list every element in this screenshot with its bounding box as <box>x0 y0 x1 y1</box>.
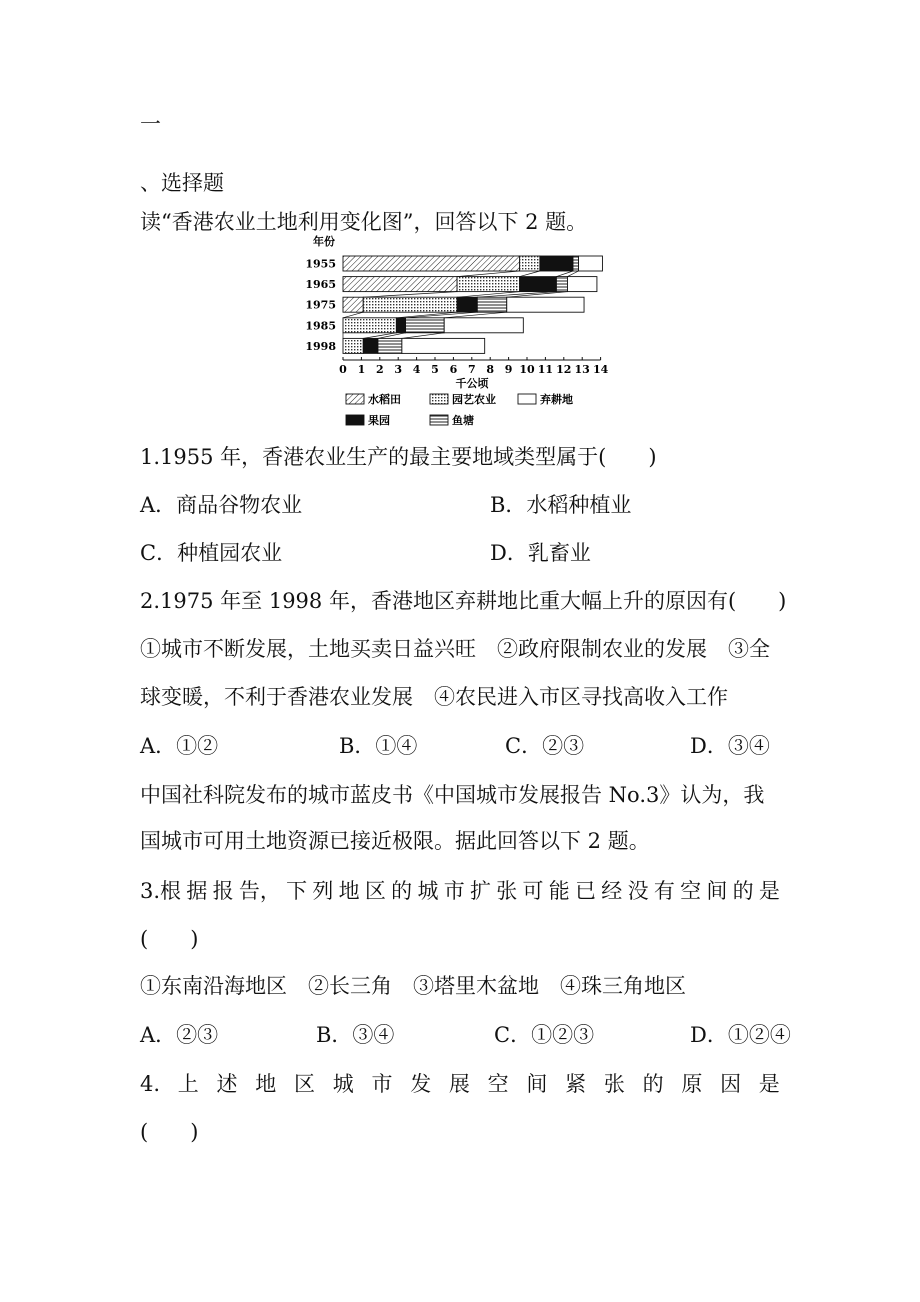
stem-char: 张 <box>603 1072 625 1096</box>
bar-segment <box>343 277 457 292</box>
stem-char: 下 <box>286 879 308 903</box>
x-tick-label: 7 <box>467 363 476 376</box>
q2-option-c: C．②③ <box>505 734 585 758</box>
x-tick-label: 8 <box>486 363 495 376</box>
category-label: 1965 <box>305 278 336 292</box>
x-tick-label: 2 <box>375 363 384 376</box>
stem-char: 述 <box>216 1072 238 1096</box>
legend-swatch <box>430 394 448 404</box>
q2-statements-line2: 球变暖，不利于香港农业发展 ④农民进入市区寻找高收入工作 <box>140 685 728 709</box>
q3-option-d: D．①②④ <box>690 1023 791 1047</box>
section-number: 一 <box>140 112 161 136</box>
connector-line <box>363 292 457 298</box>
intro-reading-chart: 读“香港农业土地利用变化图”，回答以下 2 题。 <box>140 210 588 234</box>
stem-char: 3.根 <box>140 879 182 903</box>
stem-char: 的 <box>732 879 754 903</box>
legend-label: 园艺农业 <box>452 393 496 406</box>
stem-char: 的 <box>642 1072 664 1096</box>
stem-char: 市 <box>443 879 465 903</box>
bar-segment <box>363 297 457 312</box>
bar-segment <box>507 297 584 312</box>
stem-char: 城 <box>417 879 439 903</box>
bar-segment <box>579 256 603 271</box>
stem-char: 的 <box>391 879 413 903</box>
stem-char: 是 <box>758 879 780 903</box>
q1-option-b: B．水稻种植业 <box>490 493 632 517</box>
bar-segment <box>396 318 405 333</box>
stem-char: 4. <box>140 1072 161 1096</box>
stem-char: 据 <box>186 879 208 903</box>
legend-label: 弃耕地 <box>540 393 573 406</box>
category-label: 1985 <box>305 319 336 333</box>
stem-char: 有 <box>653 879 675 903</box>
q4-paren: ( ) <box>140 1120 199 1144</box>
x-tick-label: 14 <box>592 363 609 376</box>
legend-label: 鱼塘 <box>452 414 474 427</box>
intro-report-line1: 中国社科院发布的城市蓝皮书《中国城市发展报告 No.3》认为，我 <box>140 783 765 807</box>
stem-char: 报 <box>212 879 234 903</box>
legend-swatch <box>430 415 448 425</box>
stem-char: 城 <box>332 1072 354 1096</box>
stem-char: 已 <box>575 879 597 903</box>
land-use-chart <box>300 232 620 432</box>
q3-option-c: C．①②③ <box>494 1023 595 1047</box>
stem-char: 地 <box>255 1072 277 1096</box>
stem-char: 张 <box>496 879 518 903</box>
bar-segment <box>573 256 579 271</box>
stem-char: 展 <box>448 1072 470 1096</box>
bar-segment <box>457 277 520 292</box>
connector-line <box>343 312 363 318</box>
connector-line <box>567 271 578 277</box>
x-tick-label: 4 <box>412 363 421 376</box>
x-tick-label: 0 <box>339 363 347 376</box>
x-tick-label: 9 <box>504 363 513 376</box>
bar-segment <box>343 318 396 333</box>
stem-char: 地 <box>338 879 360 903</box>
stem-char: 发 <box>410 1072 432 1096</box>
stem-char: 经 <box>601 879 623 903</box>
legend-swatch <box>346 394 364 404</box>
stem-char: 空 <box>680 879 702 903</box>
section-title: 、选择题 <box>140 171 224 195</box>
bar-segment <box>477 297 506 312</box>
y-axis-label: 年份 <box>313 235 335 248</box>
connector-line <box>520 271 540 277</box>
legend-label: 果园 <box>368 414 390 427</box>
connector-line <box>406 312 478 318</box>
q2-statements-line1: ①城市不断发展，土地买卖日益兴旺 ②政府限制农业的发展 ③全 <box>140 637 770 661</box>
stem-char: 扩 <box>469 879 491 903</box>
x-tick-label: 12 <box>556 363 572 376</box>
connector-line <box>396 312 457 318</box>
stem-char: 市 <box>371 1072 393 1096</box>
stem-char: 紧 <box>565 1072 587 1096</box>
connector-line <box>457 271 520 277</box>
q3-option-b: B．③④ <box>316 1023 395 1047</box>
bar-segment <box>406 318 445 333</box>
category-label: 1955 <box>305 257 336 271</box>
bar-segment <box>540 256 573 271</box>
x-tick-label: 1 <box>357 363 366 376</box>
bar-segment <box>343 338 363 353</box>
bar-segment <box>363 338 378 353</box>
stem-char: 区 <box>364 879 386 903</box>
bar-segment <box>378 338 402 353</box>
stem-char: 没 <box>627 879 649 903</box>
connector-line <box>402 333 444 339</box>
bar-segment <box>567 277 596 292</box>
q3-statements: ①东南沿海地区 ②长三角 ③塔里木盆地 ④珠三角地区 <box>140 974 686 998</box>
q1-option-a: A．商品谷物农业 <box>140 493 303 517</box>
q1-option-d: D．乳畜业 <box>490 541 591 565</box>
stem-char: 原 <box>681 1072 703 1096</box>
q1-option-c: C．种植园农业 <box>140 541 283 565</box>
category-label: 1975 <box>305 298 336 312</box>
stem-char: 因 <box>720 1072 742 1096</box>
x-tick-label: 5 <box>431 363 439 376</box>
bar-segment <box>520 256 540 271</box>
stem-char: 列 <box>312 879 334 903</box>
stem-char: 是 <box>758 1072 780 1096</box>
stem-char: 间 <box>706 879 728 903</box>
connector-line <box>556 271 573 277</box>
legend-label: 水稻田 <box>368 393 401 406</box>
stem-char: 能 <box>548 879 570 903</box>
stem-char: 告， <box>238 879 281 903</box>
x-tick-label: 10 <box>519 363 535 376</box>
stem-char: 空 <box>487 1072 509 1096</box>
legend-swatch <box>346 415 364 425</box>
x-axis-label: 千公顷 <box>455 377 489 390</box>
bar-segment <box>402 338 485 353</box>
stem-char: 可 <box>522 879 544 903</box>
x-tick-label: 3 <box>394 363 403 376</box>
category-label: 1998 <box>305 339 336 353</box>
q4-stem <box>140 1074 780 1095</box>
bar-segment <box>556 277 567 292</box>
intro-report-line2: 国城市可用土地资源已接近极限。据此回答以下 2 题。 <box>140 829 650 853</box>
q1-stem: 1.1955 年，香港农业生产的最主要地域类型属于( ) <box>140 445 657 469</box>
legend-swatch <box>518 394 536 404</box>
q3-paren: ( ) <box>140 927 199 951</box>
connector-line <box>444 312 507 318</box>
q2-option-a: A．①② <box>140 734 219 758</box>
x-tick-label: 6 <box>449 363 458 376</box>
bar-segment <box>520 277 557 292</box>
x-tick-label: 11 <box>537 363 554 376</box>
stem-char: 上 <box>177 1072 199 1096</box>
stem-char: 间 <box>526 1072 548 1096</box>
q3-stem <box>140 881 780 902</box>
q2-stem: 2.1975 年至 1998 年，香港地区弃耕地比重大幅上升的原因有( ) <box>140 589 787 613</box>
q2-option-d: D．③④ <box>690 734 770 758</box>
bar-segment <box>343 256 520 271</box>
stem-char: 区 <box>293 1072 315 1096</box>
bar-segment <box>457 297 477 312</box>
q3-option-a: A．②③ <box>140 1023 219 1047</box>
x-tick-label: 13 <box>574 363 590 376</box>
bar-segment <box>343 297 363 312</box>
bar-segment <box>444 318 523 333</box>
q2-option-b: B．①④ <box>339 734 418 758</box>
